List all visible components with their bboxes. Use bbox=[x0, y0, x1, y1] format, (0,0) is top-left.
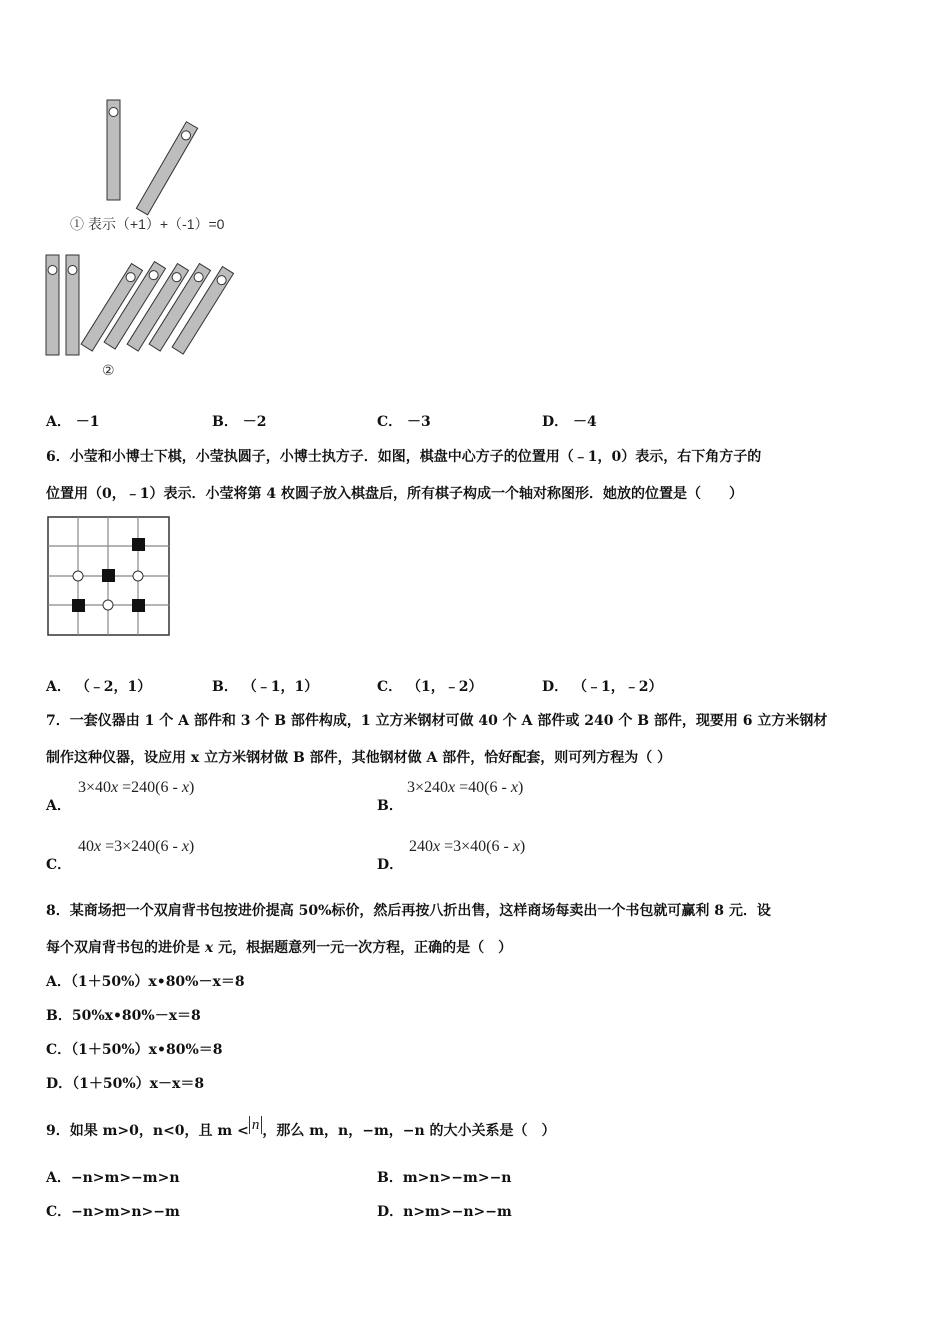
q6-option-a[interactable]: A． （﹣2，1） bbox=[46, 679, 152, 695]
figure-caption-2: ② bbox=[102, 362, 115, 378]
q5-option-c[interactable]: C． －3 bbox=[377, 414, 431, 430]
q7-option-a-formula[interactable]: 3×40x =240(6 - x) bbox=[78, 779, 195, 796]
q6-option-c[interactable]: C． （1，﹣2） bbox=[377, 679, 483, 695]
q5-option-a[interactable]: A． －1 bbox=[46, 414, 100, 430]
circle-piece bbox=[73, 571, 83, 581]
circle-piece bbox=[103, 600, 113, 610]
stick-hole bbox=[68, 266, 77, 275]
q9-option-b[interactable]: B．m>n>−m>−n bbox=[377, 1170, 512, 1186]
q9-option-d[interactable]: D．n>m>−n>−m bbox=[377, 1204, 512, 1220]
q6-option-b[interactable]: B． （﹣1，1） bbox=[212, 679, 319, 695]
q7-option-d-letter[interactable]: D． bbox=[377, 857, 404, 873]
q7-option-b-formula[interactable]: 3×240x =40(6 - x) bbox=[407, 779, 524, 796]
q7-text-line1: 7．一套仪器由 1 个 A 部件和 3 个 B 部件构成，1 立方米钢材可做 40 个 A 部件或 240 个 B 部件，现要用 6 立方米钢材 bbox=[46, 713, 828, 729]
q7-option-c-formula[interactable]: 40x =3×240(6 - x) bbox=[78, 838, 195, 855]
stick-slanted bbox=[136, 122, 197, 215]
abs-value-n: n bbox=[249, 1116, 263, 1134]
q8-text-line1: 8．某商场把一个双肩背书包按进价提高 50%标价，然后再按八折出售，这样商场每卖出一个书包就可赢利 8 元．设 bbox=[46, 903, 771, 919]
square-piece bbox=[132, 538, 145, 551]
q6-option-d[interactable]: D． （﹣1，﹣2） bbox=[542, 679, 663, 695]
figure-caption-1: ① 表示（+1）+（-1）=0 bbox=[70, 216, 225, 232]
stick-hole bbox=[109, 108, 118, 117]
q5-option-d[interactable]: D． －4 bbox=[542, 414, 597, 430]
q6-text-line2: 位置用（0，﹣1）表示．小莹将第 4 枚圆子放入棋盘后，所有棋子构成一个轴对称图形．她放的位置是（ ） bbox=[46, 486, 743, 502]
sticks-figure bbox=[40, 95, 270, 385]
q7-option-a-letter[interactable]: A． bbox=[46, 798, 71, 814]
q7-option-d-formula[interactable]: 240x =3×40(6 - x) bbox=[409, 838, 526, 855]
square-piece bbox=[102, 569, 115, 582]
square-piece bbox=[132, 599, 145, 612]
q8-option-b[interactable]: B．50%x•80%－x＝8 bbox=[46, 1008, 201, 1024]
q7-option-b-letter[interactable]: B． bbox=[377, 798, 403, 814]
q9-option-a[interactable]: A．−n>m>−m>n bbox=[46, 1170, 180, 1186]
q9-text: 9．如果 m>0，n<0，且 m < n ，那么 m，n，−m，−n 的大小关系是（ ） bbox=[46, 1117, 556, 1139]
q8-text-line2: 每个双肩背书包的进价是 x 元，根据题意列一元一次方程，正确的是（ ） bbox=[46, 940, 513, 956]
stick-hole bbox=[48, 266, 57, 275]
q5-option-b[interactable]: B． －2 bbox=[212, 414, 267, 430]
q6-text-line1: 6．小莹和小博士下棋，小莹执圆子，小博士执方子．如图，棋盘中心方子的位置用（﹣1，0）表示，右下角方子的 bbox=[46, 449, 762, 465]
chessboard-figure bbox=[46, 515, 172, 639]
q7-text-line2: 制作这种仪器，设应用 x 立方米钢材做 B 部件，其他钢材做 A 部件，恰好配套，则可列方程为（ ） bbox=[46, 750, 672, 766]
square-piece bbox=[72, 599, 85, 612]
q8-option-a[interactable]: A．（1＋50%）x•80%－x＝8 bbox=[46, 974, 245, 990]
q8-option-d[interactable]: D．（1＋50%）x－x＝8 bbox=[46, 1076, 205, 1092]
q7-option-c-letter[interactable]: C． bbox=[46, 857, 72, 873]
q8-option-c[interactable]: C．（1＋50%）x•80%＝8 bbox=[46, 1042, 223, 1058]
circle-piece bbox=[133, 571, 143, 581]
q9-option-c[interactable]: C．−n>m>n>−m bbox=[46, 1204, 180, 1220]
